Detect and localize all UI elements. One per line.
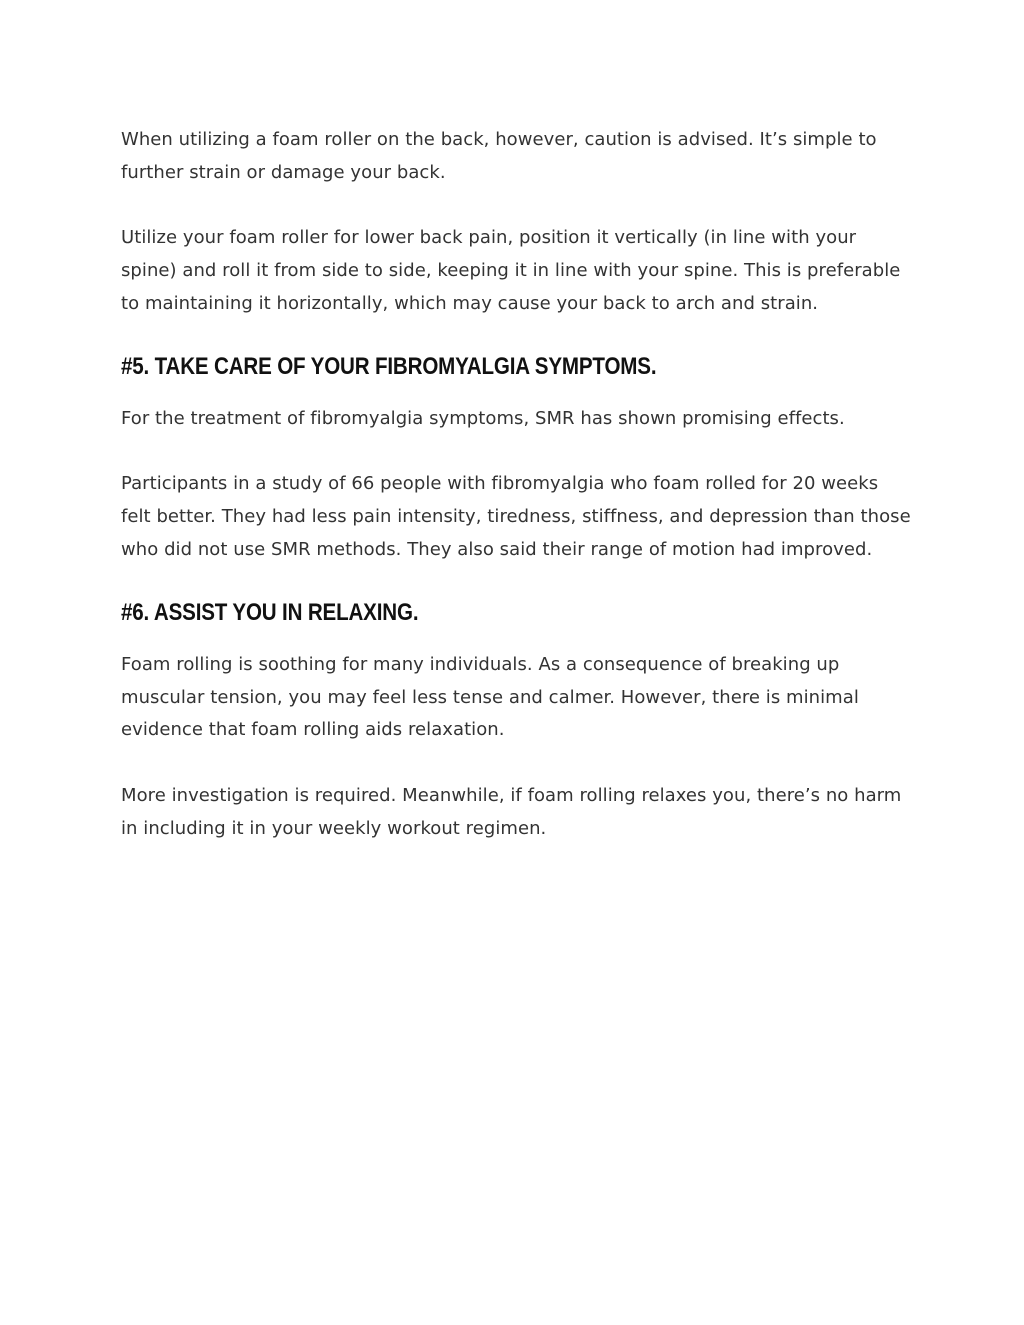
section-heading-relaxing: #6. ASSIST YOU IN RELAXING. (121, 599, 419, 627)
paragraph-fibromyalgia-treatment: For the treatment of fibromyalgia symptoms, SMR has shown promising effects. (121, 407, 845, 429)
section-heading-fibromyalgia: #5. TAKE CARE OF YOUR FIBROMYALGIA SYMPTOMS. (121, 352, 657, 380)
paragraph-lower-back-pain: Utilize your foam roller for lower back pain, position it vertically (in line with your spine) and roll it from side to side, keeping it in line with your spine. This is preferable to maintaining it horizontally, which may cause your back to arch and strain. (121, 227, 901, 314)
document-page (121, 124, 911, 878)
paragraph-relaxation-soothing: Foam rolling is soothing for many individuals. As a consequence of breaking up muscular tension, you may feel less tense and calmer. However, there is minimal evidence that foam rolling aids relaxation. (121, 654, 859, 741)
paragraph-back-caution: When utilizing a foam roller on the back, however, caution is advised. It’s simple to further strain or damage your back. (121, 129, 877, 183)
paragraph-more-investigation: More investigation is required. Meanwhile, if foam rolling relaxes you, there’s no harm in including it in your weekly workout regimen. (121, 784, 902, 839)
paragraph-fibromyalgia-study: Participants in a study of 66 people with fibromyalgia who foam rolled for 20 weeks felt better. They had less pain intensity, tiredness, stiffness, and depression than those who did not use SMR methods. They also said their range of motion had improved. (121, 473, 911, 560)
